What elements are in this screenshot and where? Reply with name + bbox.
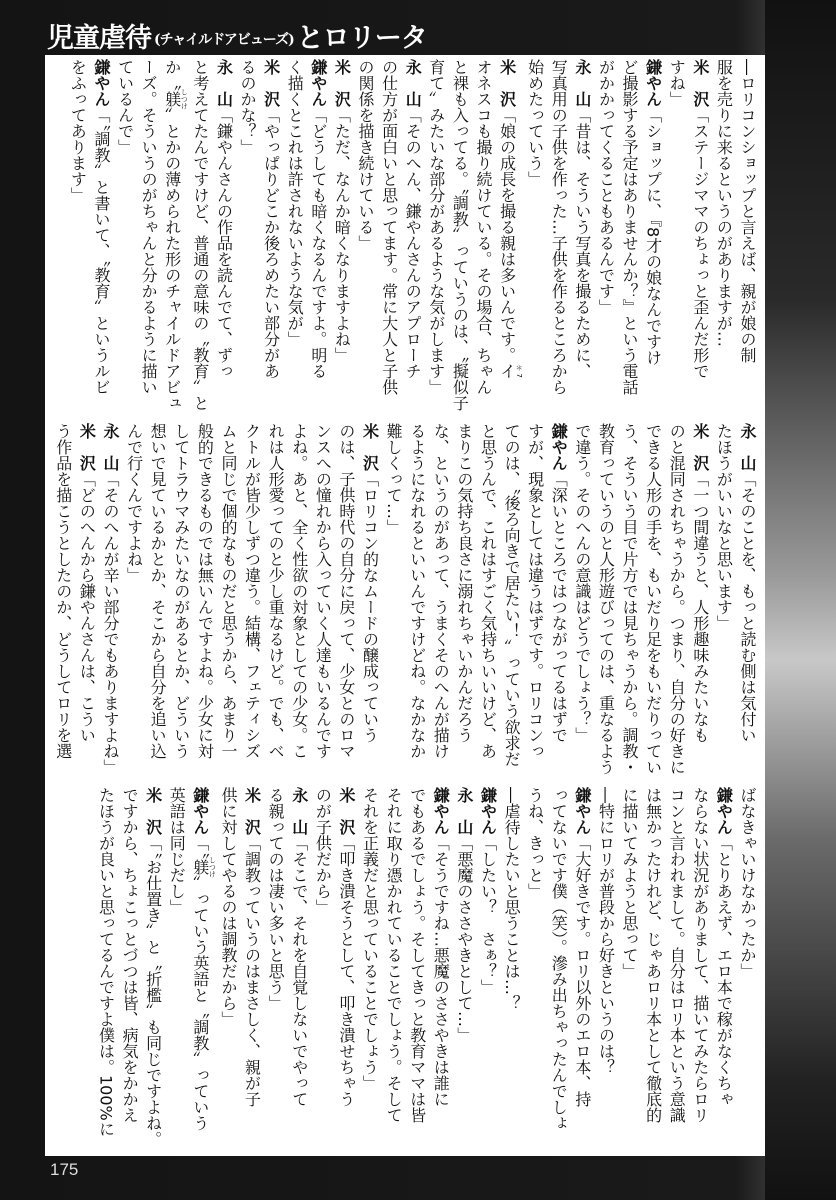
text-line [188, 59, 212, 417]
dialogue-line [330, 59, 354, 417]
text-line [169, 423, 193, 781]
line-text: う作品を描こうとしたのか、どうしてロリを選 [53, 423, 73, 759]
text-line [353, 59, 377, 417]
ruby-reading: しつけ [208, 856, 217, 878]
line-text: 「やっぱりどこか後ろめたい部分があ [261, 107, 281, 379]
speaker-name: 鎌やん [431, 787, 451, 835]
article-title [47, 16, 427, 55]
dialogue-line [476, 787, 500, 1151]
dialogue-line [306, 59, 330, 417]
text-line [570, 423, 594, 781]
speaker-name: 永 山 [572, 59, 592, 107]
line-text: オネスコも撮り続けている。その場合、ちゃん [473, 59, 493, 395]
text-line [617, 423, 641, 781]
dialogue-line [75, 423, 99, 781]
text-line [283, 59, 307, 417]
dialogue-line [401, 59, 425, 417]
text-line [66, 59, 90, 417]
line-text: まりこの気持ち良さに溺れちゃいかんだろう [454, 423, 474, 743]
dialogue-line [735, 423, 759, 781]
line-text: のが子供だから」 [313, 787, 333, 915]
text-line [117, 787, 141, 1151]
line-text: と裸も入ってる。〝調教〟っていうのは、〝擬似子 [450, 59, 470, 411]
text-tier-top [47, 59, 759, 417]
dialogue-line [688, 423, 712, 781]
speaker-name: 米 沢 [143, 787, 163, 835]
line-text: 「叩き潰そうとして、叩き潰せちゃう [336, 835, 356, 1107]
text-line [122, 423, 146, 781]
line-text: 「一つ間違うと、人形趣味みたいなも [690, 471, 710, 743]
line-text: のは、子供時代の自分に戻って、少女とのロマ [336, 423, 356, 759]
text-line [641, 787, 665, 1151]
text-line [160, 59, 188, 417]
text-tier-middle [47, 423, 759, 781]
line-text: 英語は同じだし」 [167, 787, 187, 915]
text-line [193, 423, 217, 781]
speaker-name: 永 山 [100, 423, 120, 471]
line-text: の関係を描き続けている」 [356, 59, 375, 251]
interview-text-page [45, 55, 765, 1156]
line-text: 「〝 [190, 835, 210, 859]
text-line [452, 423, 476, 781]
text-line [235, 59, 259, 417]
line-text: 写真用の子供を作った…子供を作るところから [549, 59, 569, 395]
line-text: 供に対してやるのは調教だから」 [218, 787, 238, 1027]
line-text: ているんで」 [115, 59, 135, 155]
speaker-name: 米 沢 [242, 787, 262, 835]
line-text: 「そのへんが辛い部分でもありますよね」 [100, 471, 120, 775]
text-line [617, 787, 641, 1151]
text-line [471, 59, 495, 417]
line-text: か〝 [162, 59, 182, 91]
line-text: 「娘の成長を撮る親は多いんです。 [497, 107, 517, 363]
speaker-name: 米 沢 [690, 59, 710, 107]
dialogue-line [212, 59, 236, 417]
text-line [405, 787, 429, 1151]
line-text: 想いで見ているかとか、そこから自分を追い込 [148, 423, 168, 759]
text-line [424, 59, 448, 417]
line-text: できる人形の手を、もいだり足をもいだりってい [643, 423, 663, 775]
line-text: でもあるでしょう。そしてきっと教育ママは皆 [407, 787, 427, 1123]
line-text: と考えてたんですけど、普通の意味の〝教育〟と [190, 59, 210, 411]
line-text: コンと言われまして。自分はロリ本という意識 [667, 787, 687, 1123]
dialogue-line [570, 59, 594, 417]
text-line [665, 59, 689, 417]
line-text: 「ただ、なんか暗くなりますよね」 [332, 107, 352, 363]
ruby-base: 躾 [162, 88, 182, 110]
text-line [311, 423, 335, 781]
line-text: 「鎌やんさんの作品を読んでて、ずっ [214, 107, 234, 379]
text-line [594, 787, 618, 1151]
speaker-name: 永 山 [738, 423, 757, 471]
text-line [377, 59, 401, 417]
text-line [735, 59, 759, 417]
line-text: 「ステージママのちょっと歪んだ形で [690, 107, 710, 379]
line-text: 「昔は、そういう写真を撮るために、 [572, 107, 592, 379]
line-text: るのかな？」 [238, 59, 258, 155]
speaker-name: 永 山 [403, 59, 423, 107]
line-text: る親ってのは凄い多いと思う」 [266, 787, 286, 1011]
line-text: 〟とかの薄められた形のチャイルドアビュ [162, 107, 182, 411]
ruby-annotated-word [190, 856, 217, 878]
line-text: は無かったけれど、じゃあロリ本として徹底的 [643, 787, 663, 1123]
line-text: それに取り憑かれていることでしょう。そして [384, 787, 404, 1123]
text-line [113, 59, 137, 417]
line-text: るようになれるといいんですけどね。なかなか [407, 423, 427, 759]
line-text: 「悪魔のささやきとして…」 [454, 835, 474, 1043]
dialogue-line [188, 787, 216, 1151]
dialogue-line [688, 59, 712, 417]
text-line [240, 423, 264, 781]
dialogue-line [240, 787, 264, 1151]
line-text: 「〝お仕置き〟と〝折檻〟も同じですよね。 [143, 835, 163, 1147]
text-line [712, 423, 736, 781]
line-text: 「ショップに、『8才の娘なんですけ [643, 107, 663, 366]
dialogue-line [358, 423, 382, 781]
line-text: をふってあります」 [68, 59, 88, 203]
ruby-reading: ＊7 [515, 363, 524, 379]
page-number: 175 [50, 1160, 79, 1179]
ruby-annotated-word [162, 88, 189, 110]
dialogue-line [641, 59, 665, 417]
dialogue-line [495, 59, 523, 417]
line-text: てのは、〝後ろ向きで居たい！〟っていう欲求だ [502, 423, 522, 767]
text-line [688, 787, 712, 1151]
speaker-name: 鎌やん [91, 59, 111, 107]
line-text: ばなきゃいけなかったか」 [738, 787, 757, 979]
line-text: と思うんで、これはすごく気持ちいいけど、あ [478, 423, 498, 759]
line-text: 「どうしても暗くなるんですよ。明る [308, 107, 328, 379]
dialogue-line [141, 787, 165, 1151]
speaker-name: 米 沢 [332, 59, 352, 107]
text-tier-bottom [47, 787, 759, 1151]
line-text: たほうが良いと思ってるんですよ僕は。100%に [96, 787, 116, 1137]
line-text: 服を売りに来るというのがありますが… [714, 59, 734, 347]
line-text: 教育っていうのと人形遊びってのは、重なるよう [596, 423, 616, 775]
line-text: 「深いところではつながってるはずで [549, 471, 569, 743]
line-text: それを正義だと思っていることでしょう」 [360, 787, 380, 1091]
line-text: の仕方が面白いと思ってます。常に大人と子供 [379, 59, 399, 395]
line-text: ならない状況がありまして、描いてみたらロリ [690, 787, 710, 1123]
line-text: れは人形愛ってのと少し重なるけど。でも、ベ [266, 423, 286, 759]
dialogue-line [287, 787, 311, 1151]
line-text: 「〝調教〟と書いて、〝教育〟というルビ [91, 107, 111, 395]
title-subtitle-reading: (チャイルドアビューズ) [154, 32, 294, 48]
text-line [499, 787, 523, 1151]
speaker-name: 鎌やん [190, 787, 210, 835]
text-line [523, 423, 547, 781]
text-line [547, 59, 571, 417]
text-line [735, 787, 759, 1151]
ruby-base: イ [497, 363, 517, 379]
line-text: んで行くんですよね」 [124, 423, 144, 583]
line-text: ですから、ちょこっとづつは皆、病気をかかえ [120, 787, 140, 1123]
text-line [476, 423, 500, 781]
line-text: 般的できるものでは無いんですよね。少女に対 [195, 423, 215, 759]
line-text: 〟っていう英語と〝調教〟っていう [190, 875, 210, 1131]
ruby-annotated-word [497, 363, 524, 379]
dialogue-line [89, 59, 113, 417]
line-text: 難しくって…」 [384, 423, 404, 535]
line-text: 「そのへん、鎌やんさんのアプローチ [403, 107, 423, 379]
line-text: 「どのへんから鎌やんさんは、こうい [77, 471, 97, 743]
speaker-name: 鎌やん [714, 787, 734, 835]
speaker-name: 米 沢 [360, 423, 380, 471]
speaker-name: 米 沢 [77, 423, 97, 471]
text-line [665, 787, 689, 1151]
text-line [264, 423, 288, 781]
text-line [665, 423, 689, 781]
line-text: に描いてみようと思って」 [620, 787, 640, 979]
text-line [334, 423, 358, 781]
line-text: よね。あと、全く性欲の対象としての少女。こ [289, 423, 309, 759]
scan-background-shade [765, 0, 836, 1200]
text-line [264, 787, 288, 1151]
line-text: うね、きっと」 [525, 787, 545, 899]
text-line [547, 787, 571, 1151]
line-text: う、そういう目で片方では見ちゃうから。調教・ [620, 423, 640, 775]
ruby-base: 躾 [190, 856, 210, 878]
text-line [51, 423, 75, 781]
line-text: ーズ。そういうのがちゃんと分かるように描い [139, 59, 159, 395]
text-line [499, 423, 523, 781]
speaker-name: 米 沢 [690, 423, 710, 471]
line-text: 育て〟みたいな部分があるような気がします」 [426, 59, 446, 395]
line-text: ―ロリコンショップと言えば、親が娘の制 [738, 59, 757, 363]
dialogue-line [334, 787, 358, 1151]
line-text: たほうがいいなと思います」 [714, 423, 734, 631]
line-text: のと混同されちゃうから。つまり、自分の好きに [667, 423, 687, 775]
line-text: 「ロリコン的なムードの醸成っていう [360, 471, 380, 743]
text-line [448, 59, 472, 417]
text-line [594, 423, 618, 781]
line-text: 「とりあえず、エロ本で稼がなくちゃ [714, 835, 734, 1107]
text-line [137, 59, 161, 417]
line-text: な、というのがあって、うまくそのへんが描け [431, 423, 451, 759]
text-line [594, 59, 618, 417]
text-line [358, 787, 382, 1151]
speaker-name: 鎌やん [643, 59, 663, 107]
dialogue-line [712, 787, 736, 1151]
line-text: してトラウマみたいなのがあるとか、どういう [171, 423, 191, 759]
speaker-name: 鎌やん [572, 787, 592, 835]
line-text: ―虐待したいと思うことは…？ [502, 787, 522, 1011]
speaker-name: 永 山 [289, 787, 309, 835]
line-text: で違う。そのへんの意識はどうでしょう？」 [572, 423, 592, 743]
line-text: ど撮影する予定はありませんか？』という電話 [620, 59, 640, 395]
line-text: ムと同じで個的なものだと思うから、あまり一 [218, 423, 238, 759]
dialogue-line [547, 423, 571, 781]
line-text: 始めたっていう」 [525, 59, 545, 187]
line-text: がかかってくることもあるんです」 [596, 59, 616, 315]
text-line [429, 423, 453, 781]
text-line [712, 59, 736, 417]
text-line [216, 787, 240, 1151]
line-text: クトルが皆少しずつ違う。結構、フェティシズ [242, 423, 262, 759]
speaker-name: 鎌やん [308, 59, 328, 107]
dialogue-line [98, 423, 122, 781]
text-line [382, 423, 406, 781]
text-line [523, 59, 547, 417]
text-line [165, 787, 189, 1151]
ruby-reading: しつけ [180, 88, 189, 110]
line-text: すが、現象としては違うはずです。ロリコンっ [525, 423, 545, 759]
line-text: 「そこで、それを自覚しないでやって [289, 835, 309, 1107]
line-text: ってないです僕（笑）。滲み出ちゃったんでしょ [549, 787, 569, 1131]
text-line [94, 787, 118, 1151]
speaker-name: 永 山 [214, 59, 234, 107]
text-line [382, 787, 406, 1151]
speaker-name: 永 山 [454, 787, 474, 835]
title-tail: とロリータ [296, 23, 427, 54]
text-line [617, 59, 641, 417]
speaker-name: 米 沢 [497, 59, 517, 107]
title-main: 児童虐待 [47, 23, 151, 54]
text-line [146, 423, 170, 781]
dialogue-line [429, 787, 453, 1151]
speaker-name: 米 沢 [336, 787, 356, 835]
line-text: ンスへの憧れから入っていく人達もいるんです [313, 423, 333, 759]
text-line [405, 423, 429, 781]
line-text: 「したい？ さぁ？」 [478, 835, 498, 995]
dialogue-line [259, 59, 283, 417]
line-text: すね」 [667, 59, 687, 107]
text-line [523, 787, 547, 1151]
line-text: 「大好きです。ロリ以外のエロ本、持 [572, 835, 592, 1107]
line-text: 「そうですね…悪魔のささやきは誰に [431, 835, 451, 1107]
text-line [311, 787, 335, 1151]
speaker-name: 鎌やん [478, 787, 498, 835]
text-line [216, 423, 240, 781]
dialogue-line [570, 787, 594, 1151]
line-text: 「そのことを、もっと読む側は気付い [738, 471, 757, 743]
text-line [287, 423, 311, 781]
dialogue-line [452, 787, 476, 1151]
speaker-name: 米 沢 [261, 59, 281, 107]
line-text: く描くとこれは許されないような気が」 [285, 59, 305, 347]
line-text: 「調教っていうのはまさしく、親が子 [242, 835, 262, 1107]
text-line [641, 423, 665, 781]
speaker-name: 鎌やん [549, 423, 569, 471]
line-text: ―特にロリが普段から好きというのは？ [596, 787, 616, 1075]
